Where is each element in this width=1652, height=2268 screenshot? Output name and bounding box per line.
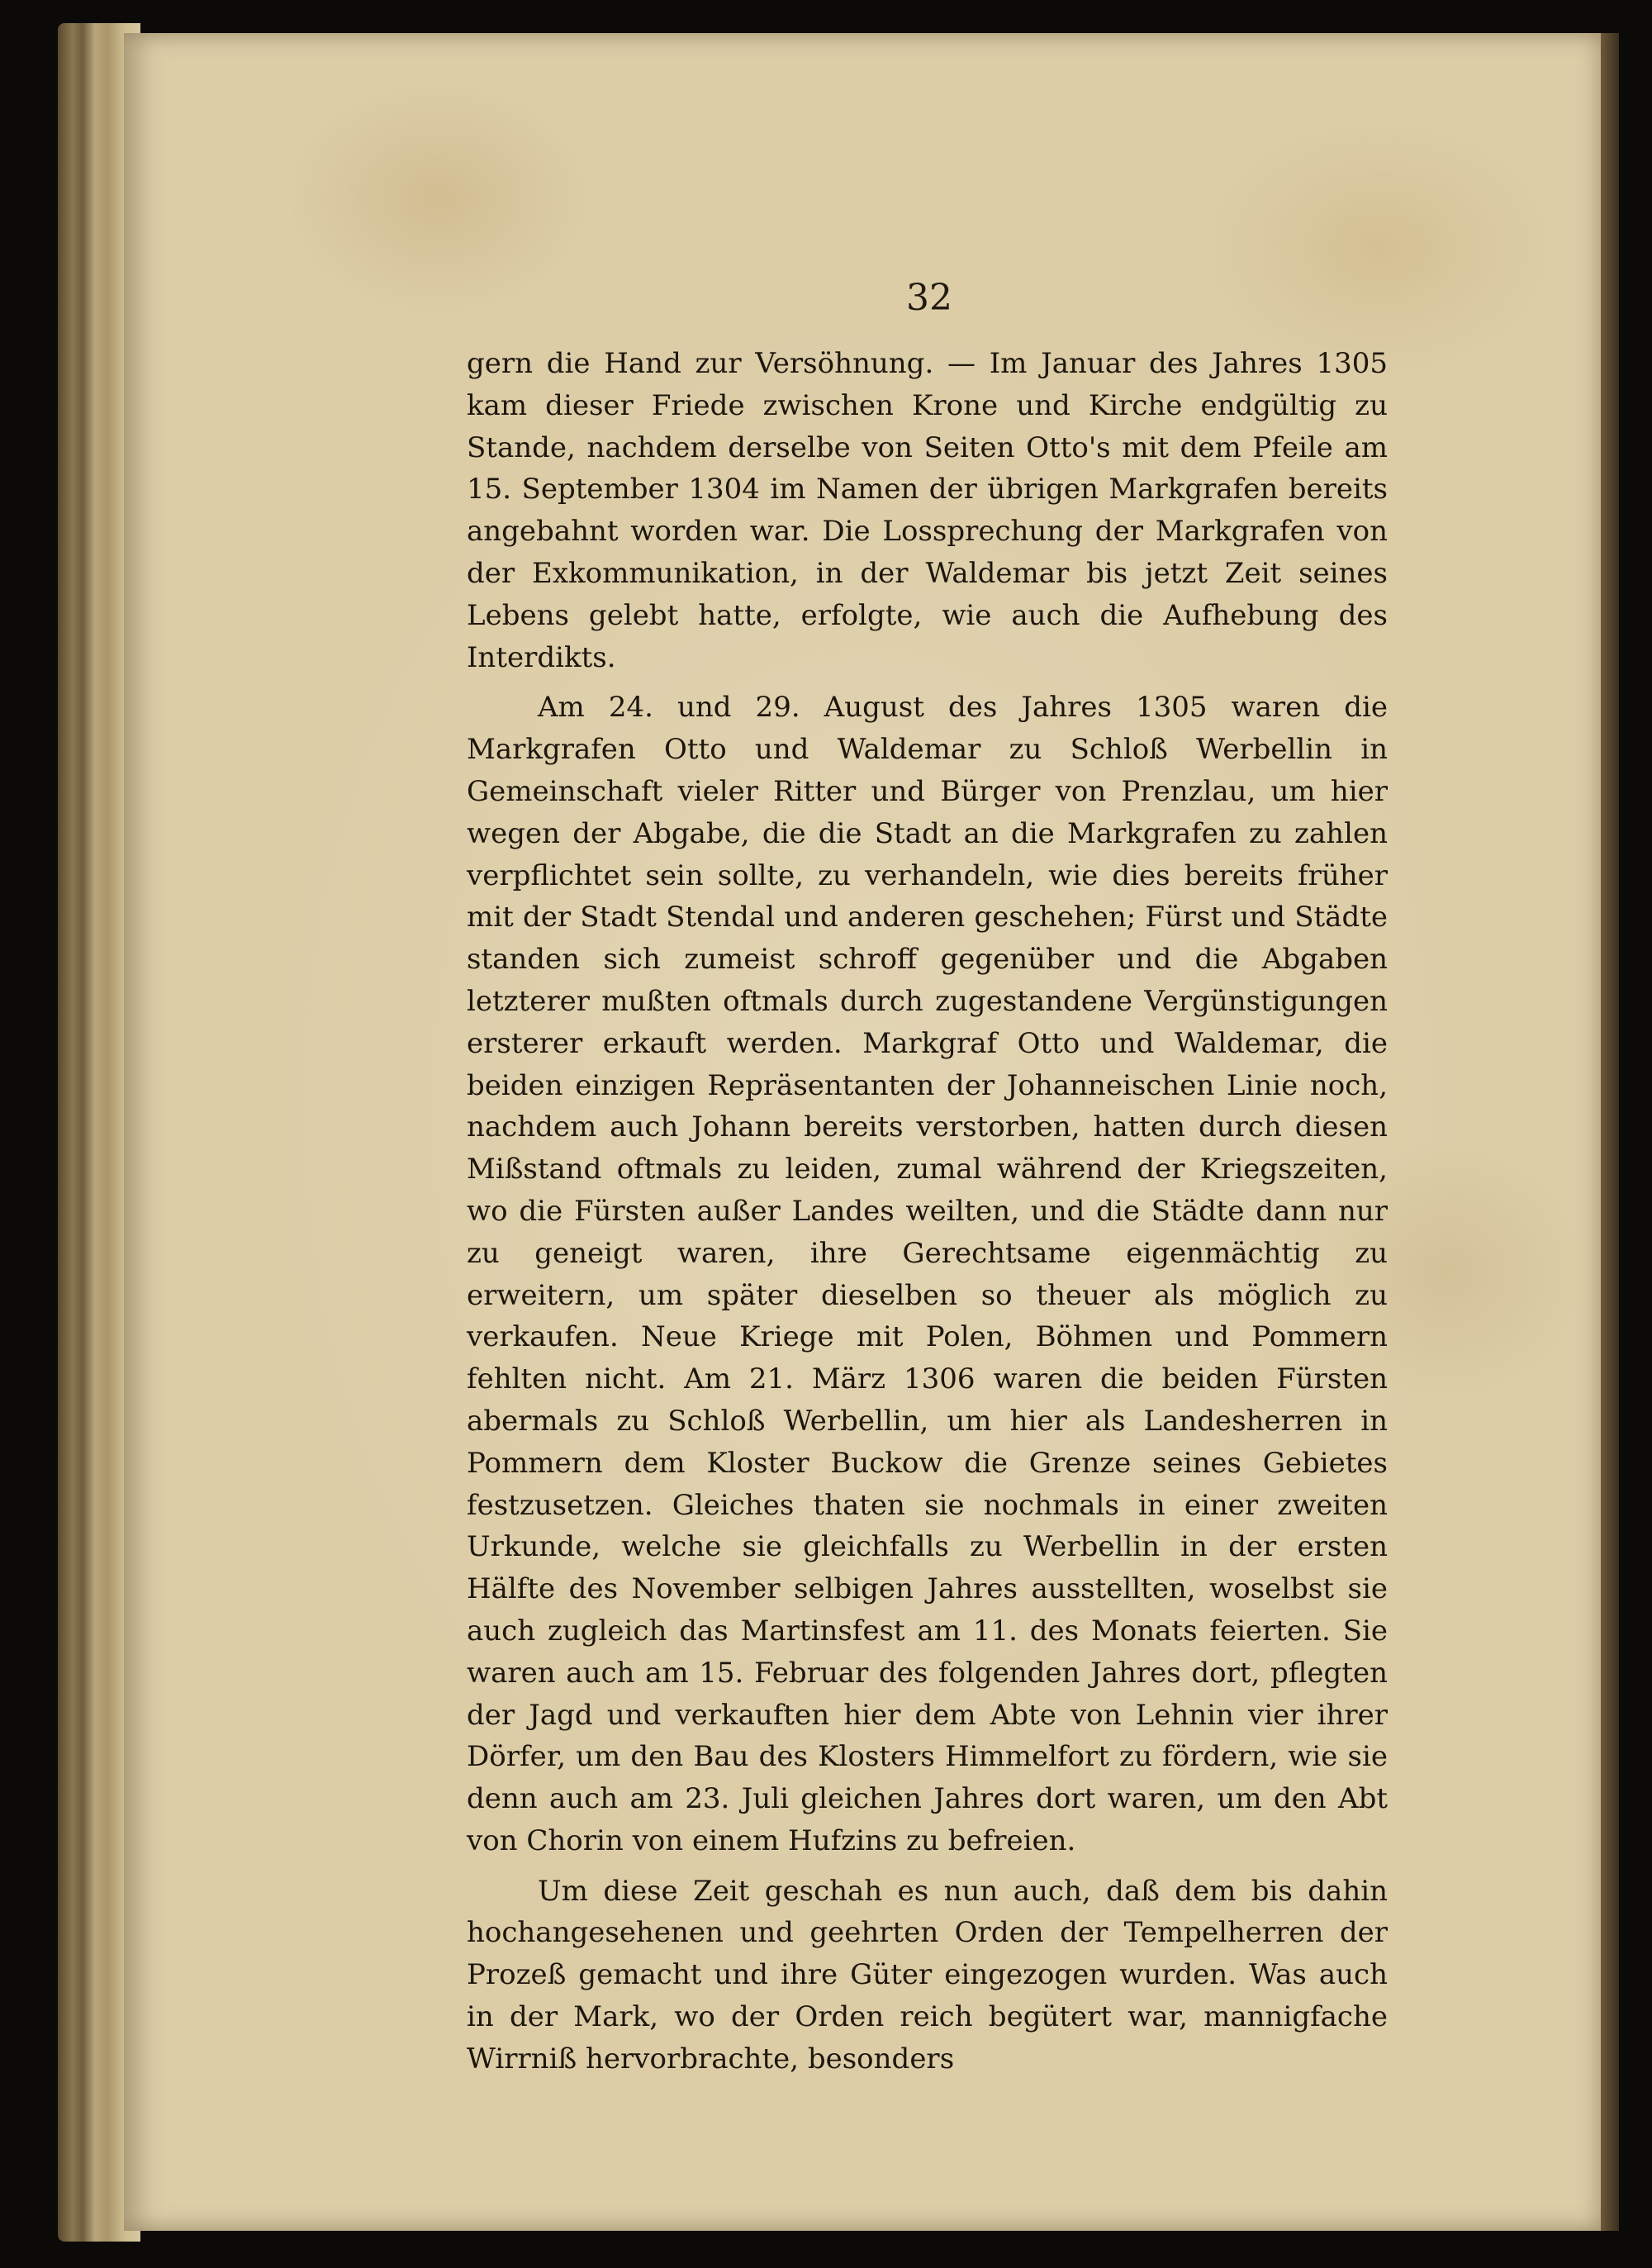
book-binding-shadow [1601,33,1619,2231]
paragraph-3: Um diese Zeit geschah es nun auch, daß dem bis dahin hochangesehenen und geehrten Orden der Tempelherren der Prozeß gemacht und ihre Güter eingezogen wurden. Was auch in der Mark, wo der Orden reich begütert war, mannigfache Wirrniß hervorbrachte, besonders [467,1874,1388,2075]
page-number: 32 [906,277,952,319]
body-text [467,343,1388,2089]
paragraph-2: Am 24. und 29. August des Jahres 1305 waren die Markgrafen Otto und Waldemar zu Schloß Werbellin in Gemeinschaft vieler Ritter und Bürger von Prenzlau, um hier wegen der Abgabe, die die Stadt an die Markgrafen zu zahlen verpflichtet sein sollte, zu verhandeln, wie dies bereits früher mit der Stadt Stendal und anderen geschehen; Fürst und Städte standen sich zumeist schroff gegenüber und die Abgaben letzterer mußten oftmals durch zugestandene Vergünstigungen ersterer erkauft werden. Markgraf Otto und Waldemar, die beiden einzigen Repräsentanten der Johanneischen Linie noch, nachdem auch Johann bereits verstorben, hatten durch diesen Mißstand oftmals zu leiden, zumal während der Kriegszeiten, wo die Fürsten außer Landes weilten, und die Städte dann nur zu geneigt waren, ihre Gerechtsame eigenmächtig zu erweitern, um später dieselben so theuer als möglich zu verkaufen. Neue Kriege mit Polen, Böhmen und Pommern fehlten nicht. Am 21. März 1306 waren die beiden Fürsten abermals zu Schloß Werbellin, um hier als Landesherren in Pommern dem Kloster Buckow die Grenze seines Gebietes festzusetzen. Gleiches thaten sie nochmals in einer zweiten Urkunde, welche sie gleichfalls zu Werbellin in der ersten Hälfte des November selbigen Jahres ausstellten, woselbst sie auch zugleich das Martinsfest am 11. des Monats feierten. Sie waren auch am 15. Februar des folgenden Jahres dort, pflegten der Jagd und verkauften hier dem Abte von Lehnin vier ihrer Dörfer, um den Bau des Klosters Himmelfort zu fördern, wie sie denn auch am 23. Juli gleichen Jahres dort waren, um den Abt von Chorin von einem Hufzins zu befreien. [467,691,1388,1857]
paragraph-1: gern die Hand zur Versöhnung. — Im Januar des Jahres 1305 kam dieser Friede zwischen Krone und Kirche endgültig zu Stande, nachdem derselbe von Seiten Otto's mit dem Pfeile am 15. September 1304 im Namen der übrigen Markgrafen bereits angebahnt worden war. Die Lossprechung der Markgrafen von der Exkommunikation, in der Waldemar bis jetzt Zeit seines Lebens gelebt hatte, erfolgte, wie auch die Aufhebung des Interdikts. [467,347,1388,674]
